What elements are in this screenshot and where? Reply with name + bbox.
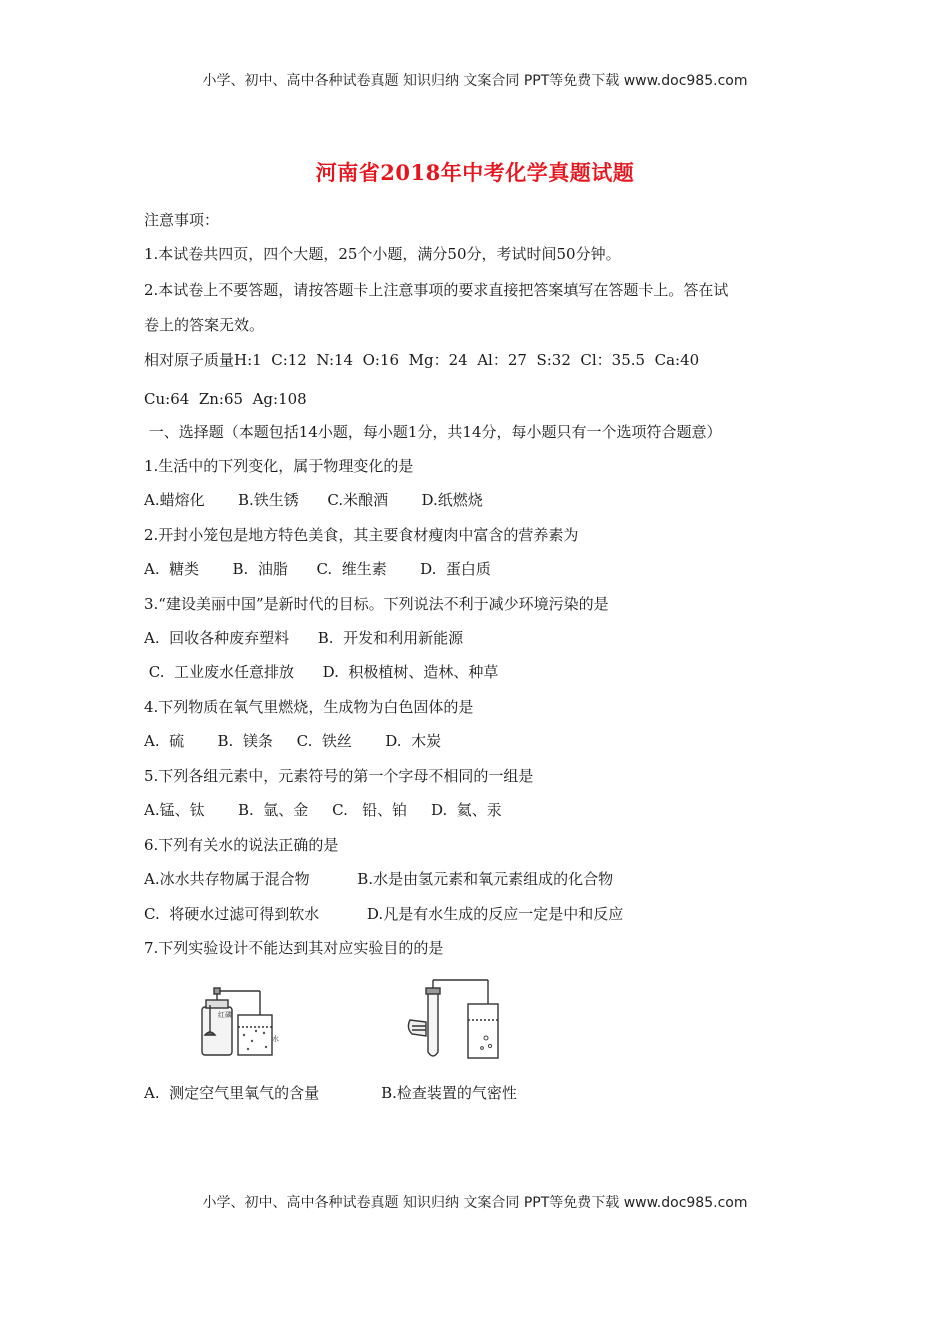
notice-item-2: 2.本试卷上不要答题，请按答题卡上注意事项的要求直接把答案填写在答题卡上。答在试 bbox=[144, 281, 729, 299]
question-7-options: A. 测定空气里氧气的含量 B.检查装置的气密性 bbox=[144, 1084, 517, 1102]
question-3-options-cd: C. 工业废水任意排放 D. 积极植树、造林、种草 bbox=[144, 663, 499, 681]
question-4-options: A. 硫 B. 镁条 C. 铁丝 D. 木炭 bbox=[144, 732, 442, 750]
question-2-options: A. 糖类 B. 油脂 C. 维生素 D. 蛋白质 bbox=[144, 560, 491, 578]
question-5-options: A.锰、钛 B. 氩、金 C. 铅、铂 D. 氦、汞 bbox=[144, 801, 502, 819]
question-6-options-cd: C. 将硬水过滤可得到软水 D.凡是有水生成的反应一定是中和反应 bbox=[144, 905, 624, 923]
question-5: 5.下列各组元素中，元素符号的第一个字母不相同的一组是 bbox=[144, 767, 534, 785]
notice-heading: 注意事项： bbox=[144, 211, 220, 229]
question-2: 2.开封小笼包是地方特色美食，其主要食材瘦肉中富含的营养素为 bbox=[144, 526, 579, 544]
notice-item-2-cont: 卷上的答案无效。 bbox=[144, 316, 265, 334]
page-title: 河南省2018年中考化学真题试题 bbox=[315, 160, 635, 185]
section-heading: 一、选择题（本题包括14小题，每小题1分，共14分，每小题只有一个选项符合题意） bbox=[144, 423, 722, 441]
question-3-options-ab: A. 回收各种废弃塑料 B. 开发和利用新能源 bbox=[144, 629, 464, 647]
red-phosphorus-label: 红磷 bbox=[218, 1011, 232, 1019]
question-1-options: A.蜡熔化 B.铁生锈 C.米酿酒 D.纸燃烧 bbox=[144, 491, 483, 509]
oxygen-content-apparatus-figure bbox=[188, 983, 280, 1063]
water-label: 水 bbox=[272, 1035, 279, 1043]
question-7: 7.下列实验设计不能达到其对应实验目的的是 bbox=[144, 939, 444, 957]
question-6-options-ab: A.冰水共存物属于混合物 B.水是由氢元素和氧元素组成的化合物 bbox=[144, 870, 614, 888]
page-header: 小学、初中、高中各种试卷真题 知识归纳 文案合同 PPT等免费下载 www.doc985.com bbox=[202, 73, 748, 89]
question-6: 6.下列有关水的说法正确的是 bbox=[144, 836, 339, 854]
question-4: 4.下列物质在氧气里燃烧，生成物为白色固体的是 bbox=[144, 698, 474, 716]
atomic-mass-line-cont: Cu:64 Zn:65 Ag:108 bbox=[144, 390, 307, 408]
atomic-mass-line: 相对原子质量H:1 C:12 N:14 O:16 Mg：24 Al：27 S:32 Cl：35.5 Ca:40 bbox=[144, 351, 700, 369]
question-1: 1.生活中的下列变化，属于物理变化的是 bbox=[144, 457, 414, 475]
notice-item-1: 1.本试卷共四页，四个大题，25个小题，满分50分，考试时间50分钟。 bbox=[144, 245, 621, 263]
question-3: 3.“建设美丽中国”是新时代的目标。下列说法不利于减少环境污染的是 bbox=[144, 595, 609, 613]
page-footer: 小学、初中、高中各种试卷真题 知识归纳 文案合同 PPT等免费下载 www.doc985.com bbox=[202, 1195, 748, 1211]
airtightness-check-figure bbox=[402, 974, 506, 1064]
